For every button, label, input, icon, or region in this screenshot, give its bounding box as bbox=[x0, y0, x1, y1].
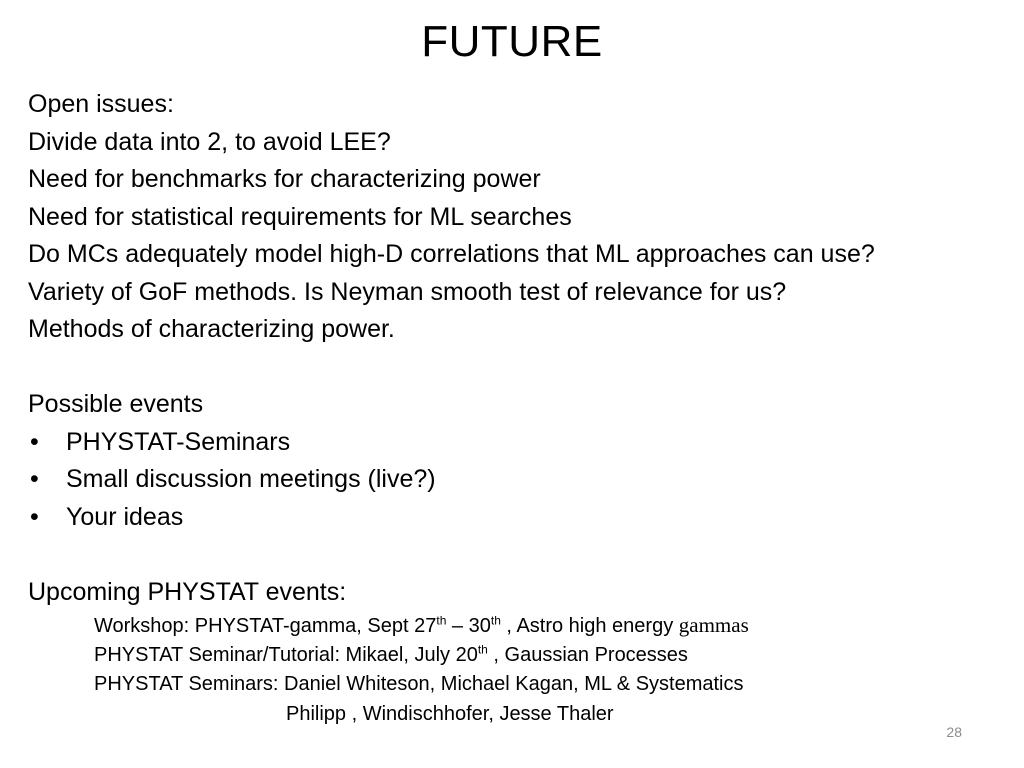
possible-event-item bbox=[28, 461, 1008, 499]
workshop-middle: – 30 bbox=[446, 615, 491, 637]
open-issues-heading: Open issues: bbox=[28, 90, 174, 118]
seminars-line-continued: Philipp , Windischhofer, Jesse Thaler bbox=[286, 702, 614, 725]
slide-body bbox=[28, 86, 1008, 729]
possible-event-label: Small discussion meetings (live?) bbox=[66, 465, 436, 493]
workshop-suffix: , Astro high energy bbox=[500, 615, 679, 637]
open-issue-item: Divide data into 2, to avoid LEE? bbox=[28, 127, 391, 156]
tutorial-suffix: , Gaussian Processes bbox=[487, 643, 688, 666]
possible-event-label: Your ideas bbox=[66, 502, 184, 531]
ordinal-suffix: th bbox=[436, 613, 447, 628]
seminars-line: PHYSTAT Seminars: Daniel Whiteson, Michael Kagan, ML & Systematics bbox=[94, 673, 744, 695]
open-issue-item: Do MCs adequately model high-D correlations that ML approaches can use? bbox=[28, 240, 875, 268]
open-issue-item: Variety of GoF methods. Is Neyman smooth test of relevance for us? bbox=[28, 277, 787, 306]
spacer bbox=[28, 349, 1008, 387]
upcoming-events-heading: Upcoming PHYSTAT events: bbox=[28, 577, 347, 606]
bullet-icon: • bbox=[30, 427, 39, 456]
tutorial-prefix: PHYSTAT Seminar/Tutorial: Mikael, July 20 bbox=[94, 643, 478, 666]
possible-event-item bbox=[28, 424, 1008, 462]
spacer bbox=[28, 536, 1008, 574]
open-issue-item: Need for benchmarks for characterizing power bbox=[28, 165, 541, 193]
ordinal-suffix: th bbox=[477, 641, 488, 656]
bullet-icon: • bbox=[30, 502, 39, 531]
workshop-line bbox=[28, 611, 1008, 641]
ordinal-suffix: th bbox=[490, 613, 501, 628]
slide-title: FUTURE bbox=[421, 17, 603, 66]
possible-event-label: PHYSTAT-Seminars bbox=[66, 427, 291, 456]
tutorial-line bbox=[28, 641, 1008, 671]
open-issue-item: Methods of characterizing power. bbox=[28, 315, 395, 343]
possible-event-item bbox=[28, 499, 1008, 537]
page-number: 28 bbox=[946, 724, 962, 740]
open-issue-item: Need for statistical requirements for ML searches bbox=[28, 202, 572, 231]
workshop-tail: gammas bbox=[678, 613, 749, 637]
bullet-icon: • bbox=[30, 465, 39, 493]
possible-events-heading: Possible events bbox=[28, 390, 204, 418]
workshop-prefix: Workshop: PHYSTAT-gamma, Sept 27 bbox=[94, 615, 437, 637]
